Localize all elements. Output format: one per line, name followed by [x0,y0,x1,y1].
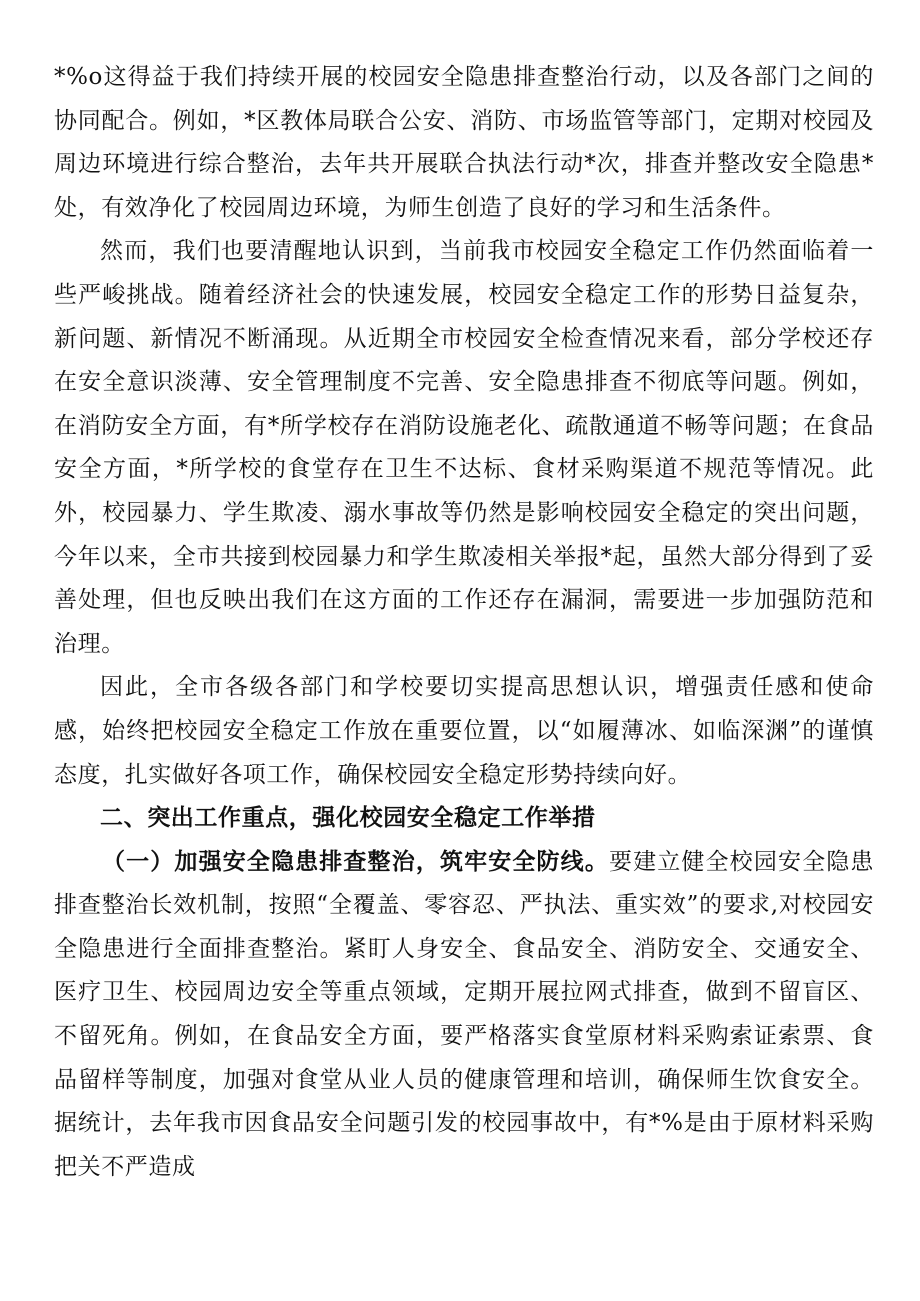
paragraph-3: 因此，全市各级各部门和学校要切实提高思想认识，增强责任感和使命感，始终把校园安全稳定工作放在重要位置，以“如履薄冰、如临深渊”的谨慎态度，扎实做好各项工作，确保校园安全稳定形势持续向好。 [54,674,874,788]
subsection-paragraph [54,841,874,1190]
subsection-lead: （一）加强安全隐患排查整治，筑牢安全防线。 [102,848,609,875]
paragraph-1: *%o这得益于我们持续开展的校园安全隐患排查整治行动，以及各部门之间的协同配合。例如，*区教体局联合公安、消防、市场监管等部门，定期对校园及周边环境进行综合整治，去年共开展联合执法行动*次，排查并整改安全隐患*处，有效净化了校园周边环境，为师生创造了良好的学习和生活条件。 [54,64,874,221]
subsection-body: 要建立健全校园安全隐患排查整治长效机制，按照“全覆盖、零容忍、严执法、重实效”的要求,对校园安全隐患进行全面排查整治。紧盯人身安全、食品安全、消防安全、交通安全、医疗卫生、校园周边安全等重点领域，定期开展拉网式排查，做到不留盲区、不留死角。例如，在食品安全方面，要严格落实食堂原材料采购索证索票、食品留样等制度，加强对食堂从业人员的健康管理和培训，确保师生饮食安全。据统计，去年我市因食品安全问题引发的校园事故中，有*%是由于原材料采购把关不严造成 [54,848,874,1180]
document-page [54,56,874,1189]
section-heading: 二、突出工作重点，强化校园安全稳定工作举措 [100,805,596,832]
paragraph-2: 然而，我们也要清醒地认识到，当前我市校园安全稳定工作仍然面临着一些严峻挑战。随着经济社会的快速发展，校园安全稳定工作的形势日益复杂，新问题、新情况不断涌现。从近期全市校园安全检查情况来看，部分学校还存在安全意识淡薄、安全管理制度不完善、安全隐患排查不彻底等问题。例如，在消防安全方面，有*所学校存在消防设施老化、疏散通道不畅等问题；在食品安全方面，*所学校的食堂存在卫生不达标、食材采购渠道不规范等情况。此外，校园暴力、学生欺凌、溺水事故等仍然是影响校园安全稳定的突出问题，今年以来，全市共接到校园暴力和学生欺凌相关举报*起，虽然大部分得到了妥善处理，但也反映出我们在这方面的工作还存在漏洞，需要进一步加强防范和治理。 [54,238,874,657]
